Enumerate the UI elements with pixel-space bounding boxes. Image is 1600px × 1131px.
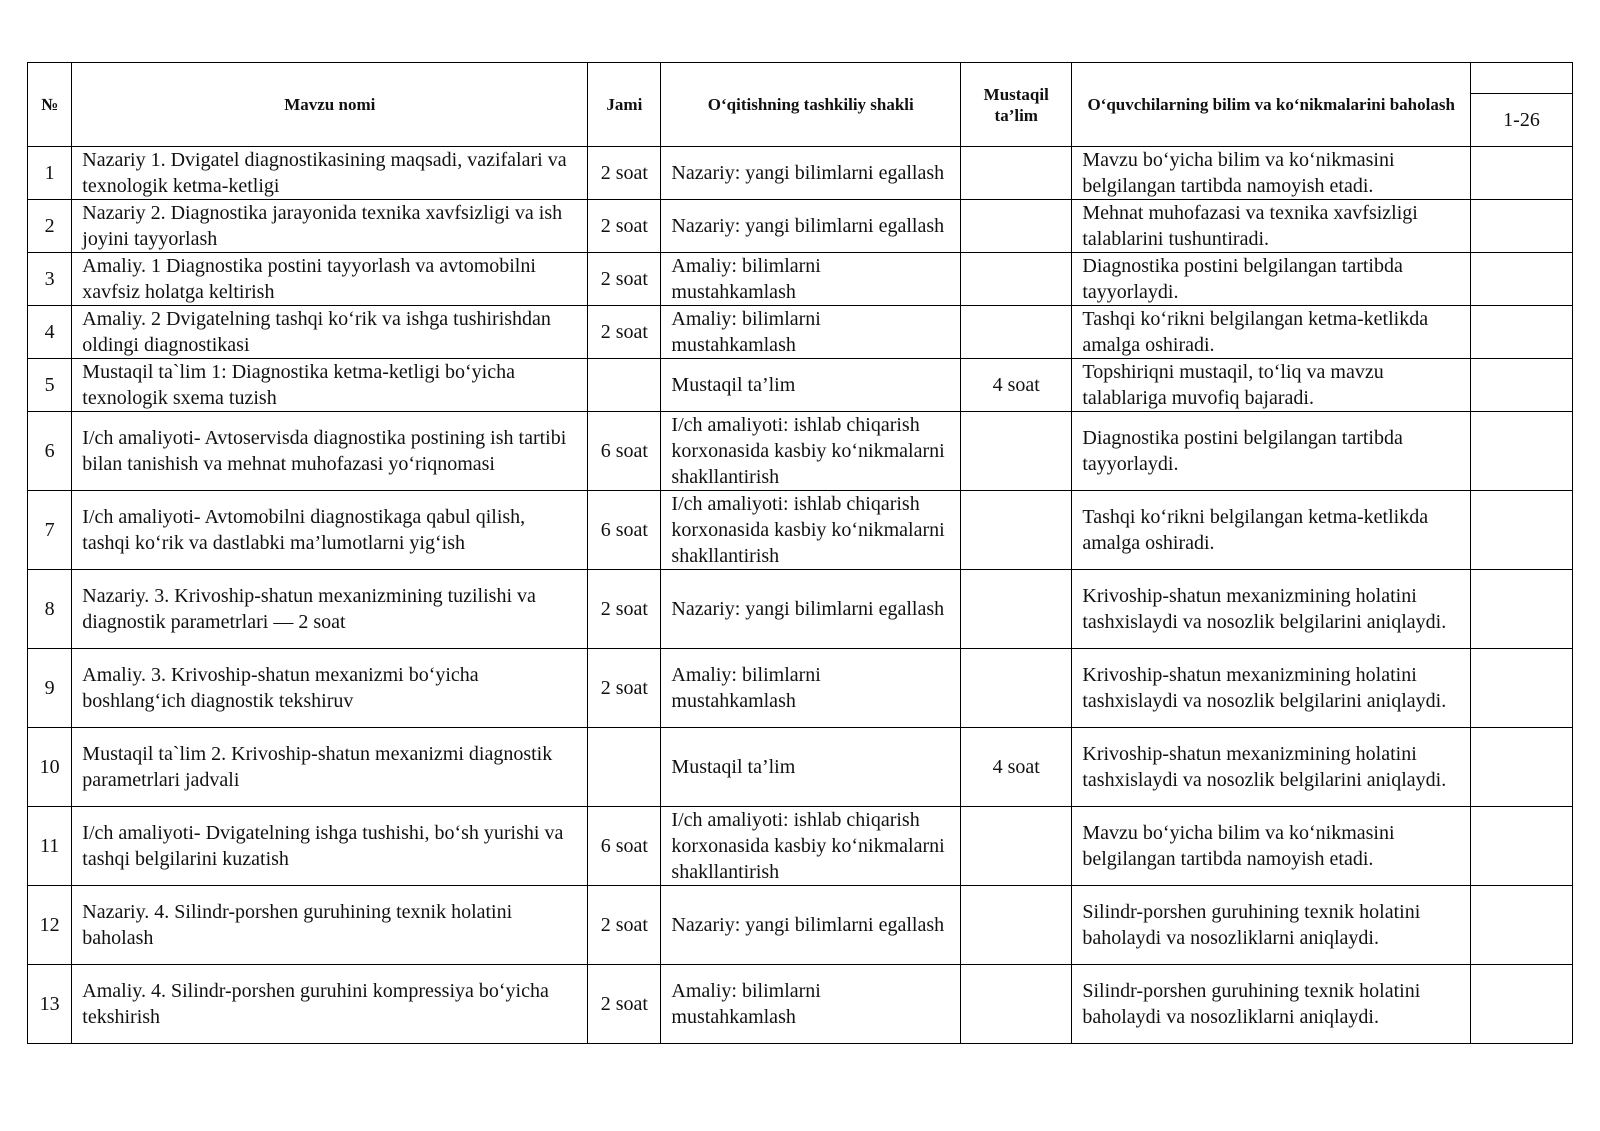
row-grade [1470, 965, 1572, 1044]
row-form: Amaliy: bilimlarni mustahkamlash [661, 306, 961, 359]
row-assessment: Diagnostika postini belgilangan tartibda tayyorlaydi. [1072, 253, 1471, 306]
table-row [28, 965, 1573, 1044]
row-topic: Mustaqil ta`lim 1: Diagnostika ketma-ketligi bo‘yicha texnologik sxema tuzish [72, 359, 588, 412]
curriculum-table [27, 62, 1573, 1044]
row-number: 10 [28, 728, 72, 807]
row-grade [1470, 728, 1572, 807]
table-row [28, 728, 1573, 807]
row-grade [1470, 649, 1572, 728]
row-number: 1 [28, 147, 72, 200]
row-number: 5 [28, 359, 72, 412]
table-row [28, 200, 1573, 253]
row-grade [1470, 886, 1572, 965]
table-row [28, 886, 1573, 965]
row-grade [1470, 147, 1572, 200]
header-form: O‘qitishning tashkiliy shakli [661, 63, 961, 147]
row-total: 2 soat [588, 147, 661, 200]
row-number: 3 [28, 253, 72, 306]
row-self-study [961, 491, 1072, 570]
row-assessment: Mavzu bo‘yicha bilim va ko‘nikmasini belgilangan tartibda namoyish etadi. [1072, 147, 1471, 200]
row-self-study [961, 570, 1072, 649]
row-topic: Amaliy. 1 Diagnostika postini tayyorlash va avtomobilni xavfsiz holatga keltirish [72, 253, 588, 306]
row-total: 6 soat [588, 491, 661, 570]
row-form: I/ch amaliyoti: ishlab chiqarish korxonasida kasbiy ko‘nikmalarni shakllantirish [661, 491, 961, 570]
row-self-study [961, 649, 1072, 728]
row-self-study [961, 253, 1072, 306]
row-total: 2 soat [588, 200, 661, 253]
header-range: 1-26 [1470, 94, 1572, 147]
row-assessment: Silindr-porshen guruhining texnik holatini baholaydi va nosozliklarni aniqlaydi. [1072, 965, 1471, 1044]
row-assessment: Mavzu bo‘yicha bilim va ko‘nikmasini belgilangan tartibda namoyish etadi. [1072, 807, 1471, 886]
row-topic: Nazariy. 4. Silindr-porshen guruhining texnik holatini baholash [72, 886, 588, 965]
row-total: 6 soat [588, 807, 661, 886]
row-total: 2 soat [588, 570, 661, 649]
table-row [28, 253, 1573, 306]
row-topic: Nazariy. 3. Krivoship-shatun mexanizmining tuzilishi va diagnostik parametrlari — 2 soat [72, 570, 588, 649]
row-grade [1470, 570, 1572, 649]
row-assessment: Krivoship-shatun mexanizmining holatini tashxislaydi va nosozlik belgilarini aniqlaydi. [1072, 728, 1471, 807]
row-topic: Amaliy. 4. Silindr-porshen guruhini kompressiya bo‘yicha tekshirish [72, 965, 588, 1044]
header-number: № [28, 63, 72, 147]
row-total: 2 soat [588, 649, 661, 728]
row-grade [1470, 200, 1572, 253]
row-self-study [961, 200, 1072, 253]
row-form: Mustaqil ta’lim [661, 728, 961, 807]
header-blank [1470, 63, 1572, 94]
row-form: Nazariy: yangi bilimlarni egallash [661, 200, 961, 253]
row-number: 7 [28, 491, 72, 570]
row-topic: Mustaqil ta`lim 2. Krivoship-shatun mexanizmi diagnostik parametrlari jadvali [72, 728, 588, 807]
row-topic: Nazariy 2. Diagnostika jarayonida texnika xavfsizligi va ish joyini tayyorlash [72, 200, 588, 253]
row-total: 2 soat [588, 965, 661, 1044]
row-self-study: 4 soat [961, 359, 1072, 412]
row-form: Amaliy: bilimlarni mustahkamlash [661, 965, 961, 1044]
row-topic: Amaliy. 2 Dvigatelning tashqi ko‘rik va ishga tushirishdan oldingi diagnostikasi [72, 306, 588, 359]
row-assessment: Tashqi ko‘rikni belgilangan ketma-ketlikda amalga oshiradi. [1072, 491, 1471, 570]
row-grade [1470, 807, 1572, 886]
row-form: Mustaqil ta’lim [661, 359, 961, 412]
row-number: 8 [28, 570, 72, 649]
table-row [28, 570, 1573, 649]
row-number: 12 [28, 886, 72, 965]
row-self-study [961, 807, 1072, 886]
row-topic: I/ch amaliyoti- Avtoservisda diagnostika postining ish tartibi bilan tanishish va mehnat muhofazasi yo‘riqnomasi [72, 412, 588, 491]
table-row [28, 306, 1573, 359]
header-assessment: O‘quvchilarning bilim va ko‘nikmalarini baholash [1072, 63, 1471, 147]
row-grade [1470, 253, 1572, 306]
row-self-study [961, 886, 1072, 965]
row-assessment: Mehnat muhofazasi va texnika xavfsizligi talablarini tushuntiradi. [1072, 200, 1471, 253]
row-total: 2 soat [588, 886, 661, 965]
table-row [28, 412, 1573, 491]
row-number: 13 [28, 965, 72, 1044]
header-topic: Mavzu nomi [72, 63, 588, 147]
table-header [28, 63, 1573, 147]
header-total: Jami [588, 63, 661, 147]
row-total: 2 soat [588, 306, 661, 359]
row-total: 6 soat [588, 412, 661, 491]
table-row [28, 147, 1573, 200]
table-body [28, 147, 1573, 1044]
row-form: Nazariy: yangi bilimlarni egallash [661, 886, 961, 965]
row-form: I/ch amaliyoti: ishlab chiqarish korxonasida kasbiy ko‘nikmalarni shakllantirish [661, 807, 961, 886]
row-assessment: Krivoship-shatun mexanizmining holatini tashxislaydi va nosozlik belgilarini aniqlaydi. [1072, 570, 1471, 649]
row-assessment: Silindr-porshen guruhining texnik holatini baholaydi va nosozliklarni aniqlaydi. [1072, 886, 1471, 965]
row-assessment: Diagnostika postini belgilangan tartibda tayyorlaydi. [1072, 412, 1471, 491]
row-total: 2 soat [588, 253, 661, 306]
row-assessment: Krivoship-shatun mexanizmining holatini tashxislaydi va nosozlik belgilarini aniqlaydi. [1072, 649, 1471, 728]
row-form: Amaliy: bilimlarni mustahkamlash [661, 253, 961, 306]
row-number: 4 [28, 306, 72, 359]
row-form: Amaliy: bilimlarni mustahkamlash [661, 649, 961, 728]
row-self-study [961, 965, 1072, 1044]
row-form: Nazariy: yangi bilimlarni egallash [661, 147, 961, 200]
row-topic: Amaliy. 3. Krivoship-shatun mexanizmi bo‘yicha boshlang‘ich diagnostik tekshiruv [72, 649, 588, 728]
row-form: Nazariy: yangi bilimlarni egallash [661, 570, 961, 649]
row-grade [1470, 491, 1572, 570]
row-topic: Nazariy 1. Dvigatel diagnostikasining maqsadi, vazifalari va texnologik ketma-ketligi [72, 147, 588, 200]
header-self-study: Mustaqil ta’lim [961, 63, 1072, 147]
table-row [28, 359, 1573, 412]
row-grade [1470, 412, 1572, 491]
row-form: I/ch amaliyoti: ishlab chiqarish korxonasida kasbiy ko‘nikmalarni shakllantirish [661, 412, 961, 491]
row-grade [1470, 359, 1572, 412]
row-number: 11 [28, 807, 72, 886]
row-self-study: 4 soat [961, 728, 1072, 807]
row-number: 9 [28, 649, 72, 728]
table-row [28, 649, 1573, 728]
row-number: 6 [28, 412, 72, 491]
row-self-study [961, 412, 1072, 491]
table-row [28, 491, 1573, 570]
row-number: 2 [28, 200, 72, 253]
row-self-study [961, 306, 1072, 359]
row-total [588, 359, 661, 412]
row-assessment: Topshiriqni mustaqil, to‘liq va mavzu talablariga muvofiq bajaradi. [1072, 359, 1471, 412]
row-total [588, 728, 661, 807]
row-topic: I/ch amaliyoti- Dvigatelning ishga tushishi, bo‘sh yurishi va tashqi belgilarini kuzatish [72, 807, 588, 886]
row-assessment: Tashqi ko‘rikni belgilangan ketma-ketlikda amalga oshiradi. [1072, 306, 1471, 359]
row-grade [1470, 306, 1572, 359]
row-self-study [961, 147, 1072, 200]
row-topic: I/ch amaliyoti- Avtomobilni diagnostikaga qabul qilish, tashqi ko‘rik va dastlabki ma’lumotlarni yig‘ish [72, 491, 588, 570]
table-row [28, 807, 1573, 886]
